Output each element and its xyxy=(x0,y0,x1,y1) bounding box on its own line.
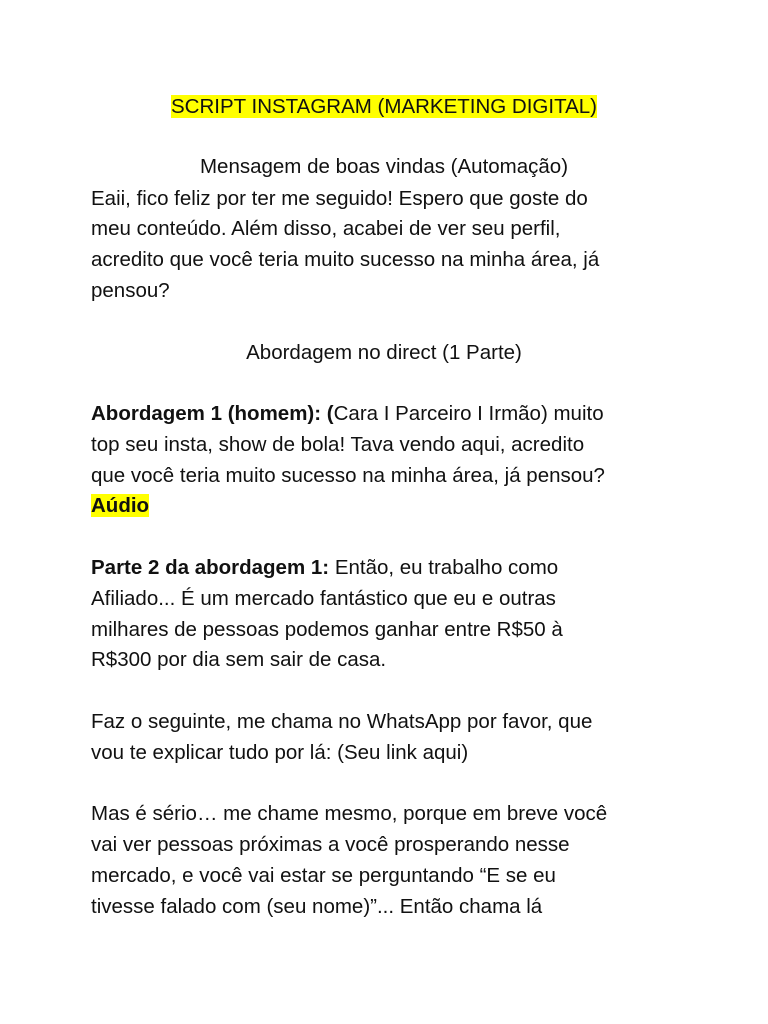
approach1-line-1 xyxy=(91,399,604,429)
part2-line-2: Afiliado... É um mercado fantástico que eu e outras xyxy=(91,587,556,610)
approach1-line-2: top seu insta, show de bola! Tava vendo aqui, acredito xyxy=(91,433,585,456)
approach1-audio-line xyxy=(91,491,149,521)
approach1-line-3: que você teria muito sucesso na minha área, já pensou? xyxy=(91,464,605,487)
welcome-line-1: Eaii, fico feliz por ter me seguido! Espero que goste do xyxy=(91,187,588,210)
closing-line-4: tivesse falado com (seu nome)”... Então chama lá xyxy=(91,895,543,918)
welcome-line-3: acredito que você teria muito sucesso na minha área, já xyxy=(91,248,600,271)
document-title xyxy=(0,92,768,122)
part2-line-3: milhares de pessoas podemos ganhar entre R$50 à xyxy=(91,618,563,641)
direct-heading: Abordagem no direct (1 Parte) xyxy=(246,341,522,364)
closing-line-3: mercado, e você vai estar se perguntando “E se eu xyxy=(91,864,556,887)
approach1-label: Abordagem 1 (homem): ( xyxy=(91,402,334,425)
welcome-line-2: meu conteúdo. Além disso, acabei de ver seu perfil, xyxy=(91,217,561,240)
whatsapp-line-1: Faz o seguinte, me chama no WhatsApp por favor, que xyxy=(91,710,593,733)
welcome-heading: Mensagem de boas vindas (Automação) xyxy=(199,155,569,178)
part2-first-text: Então, eu trabalho como xyxy=(329,556,559,579)
approach1-first-text: Cara I Parceiro I Irmão) muito xyxy=(333,402,604,425)
welcome-line-4: pensou? xyxy=(91,279,170,302)
whatsapp-line-2: vou te explicar tudo por lá: (Seu link aqui) xyxy=(91,741,469,764)
title-highlight: SCRIPT INSTAGRAM (MARKETING DIGITAL) xyxy=(171,95,597,118)
audio-highlight: Aúdio xyxy=(91,494,150,517)
part2-line-1 xyxy=(91,553,558,583)
part2-label: Parte 2 da abordagem 1: xyxy=(91,556,330,579)
part2-line-4: R$300 por dia sem sair de casa. xyxy=(91,648,387,671)
closing-line-2: vai ver pessoas próximas a você prosperando nesse xyxy=(91,833,570,856)
closing-line-1: Mas é sério… me chame mesmo, porque em breve você xyxy=(91,802,608,825)
